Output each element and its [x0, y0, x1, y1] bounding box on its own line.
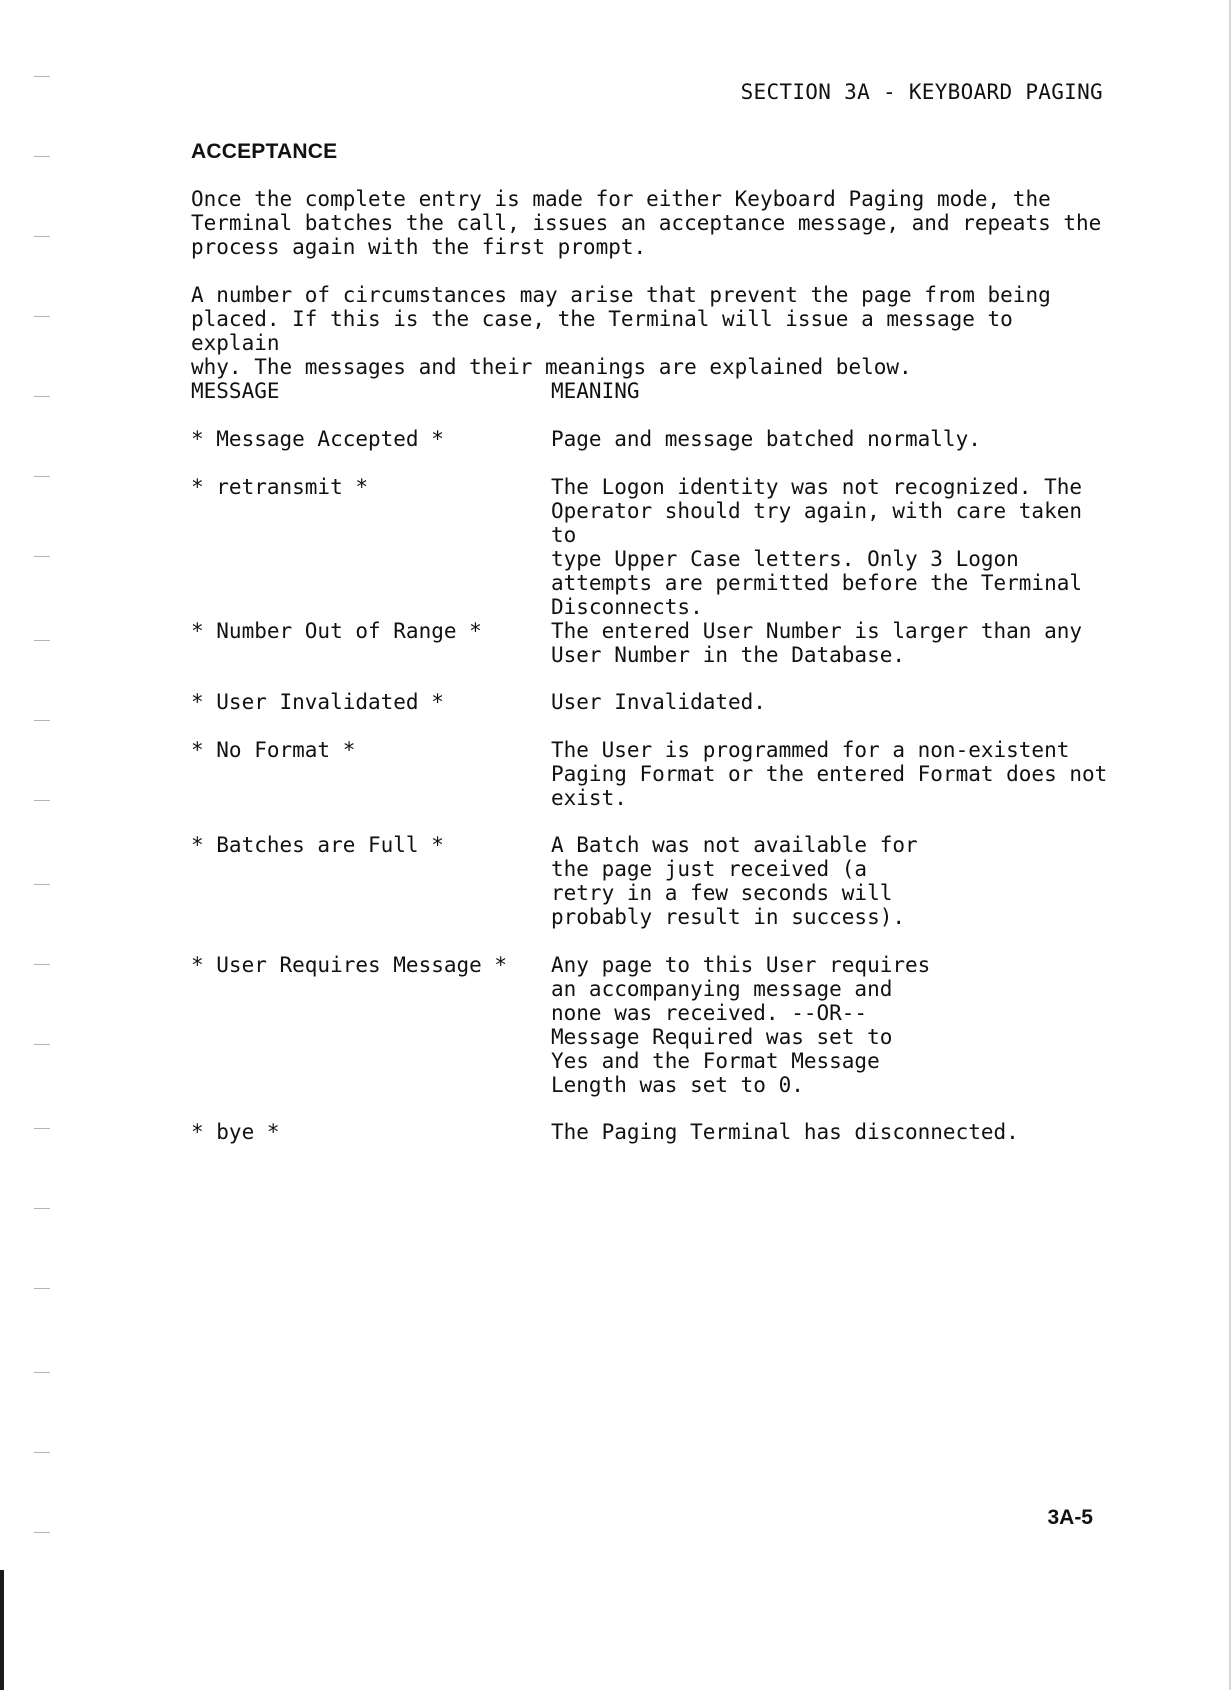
message-name: * User Requires Message * — [191, 953, 508, 977]
margin-tick — [34, 76, 50, 77]
column-header-meaning: MEANING — [551, 379, 640, 403]
message-meaning: User Invalidated. — [551, 690, 766, 714]
column-header-message: MESSAGE — [191, 379, 280, 403]
message-meaning: A Batch was not available for the page just received (a retry in a few seconds will probably result in success). — [551, 833, 918, 929]
message-name: * retransmit * — [191, 475, 369, 499]
message-name: * Batches are Full * — [191, 833, 444, 857]
margin-tick — [34, 1452, 50, 1453]
message-name: * Message Accepted * — [191, 427, 444, 451]
margin-tick — [34, 316, 50, 317]
margin-tick — [34, 476, 50, 477]
message-name: * No Format * — [191, 738, 356, 762]
message-name: * User Invalidated * — [191, 690, 444, 714]
margin-tick — [34, 1128, 50, 1129]
margin-tick — [34, 1208, 50, 1209]
message-meaning: The Logon identity was not recognized. The Operator should try again, with care taken to type Upper Case letters. Only 3 Logon attempts are permitted before the Terminal Disconnects. — [551, 475, 1083, 619]
page-number: 3A-5 — [1047, 1506, 1093, 1529]
margin-tick — [34, 1044, 50, 1045]
margin-tick — [34, 720, 50, 721]
margin-tick — [34, 556, 50, 557]
margin-tick — [34, 884, 50, 885]
message-name: * bye * — [191, 1120, 280, 1144]
message-meaning: The User is programmed for a non-existent Paging Format or the entered Format does not exist. — [551, 738, 1108, 810]
margin-tick — [34, 396, 50, 397]
message-meaning: Any page to this User requires an accompanying message and none was received. --OR-- Message Required was set to Yes and the Format Message Length was set to 0. — [551, 953, 931, 1097]
message-meaning: The Paging Terminal has disconnected. — [551, 1120, 1019, 1144]
margin-tick — [34, 964, 50, 965]
margin-tick — [34, 1372, 50, 1373]
message-meaning: Page and message batched normally. — [551, 427, 981, 451]
binding-mark — [0, 1570, 4, 1690]
margin-tick — [34, 1288, 50, 1289]
section-title: ACCEPTANCE — [191, 140, 338, 163]
intro-paragraph: Once the complete entry is made for either Keyboard Paging mode, the Terminal batches the call, issues an acceptance message, and repeats the process again with the first prompt. — [191, 187, 1102, 259]
message-name: * Number Out of Range * — [191, 619, 482, 643]
margin-tick — [34, 800, 50, 801]
margin-tick — [34, 156, 50, 157]
margin-tick — [34, 1532, 50, 1533]
message-meaning: The entered User Number is larger than any User Number in the Database. — [551, 619, 1083, 667]
circumstances-paragraph: A number of circumstances may arise that prevent the page from being placed. If this is the case, the Terminal will issue a message to explain why. The messages and their meanings are explained below. — [191, 283, 1051, 379]
margin-tick — [34, 640, 50, 641]
margin-tick — [34, 236, 50, 237]
section-header: SECTION 3A - KEYBOARD PAGING — [740, 80, 1103, 104]
